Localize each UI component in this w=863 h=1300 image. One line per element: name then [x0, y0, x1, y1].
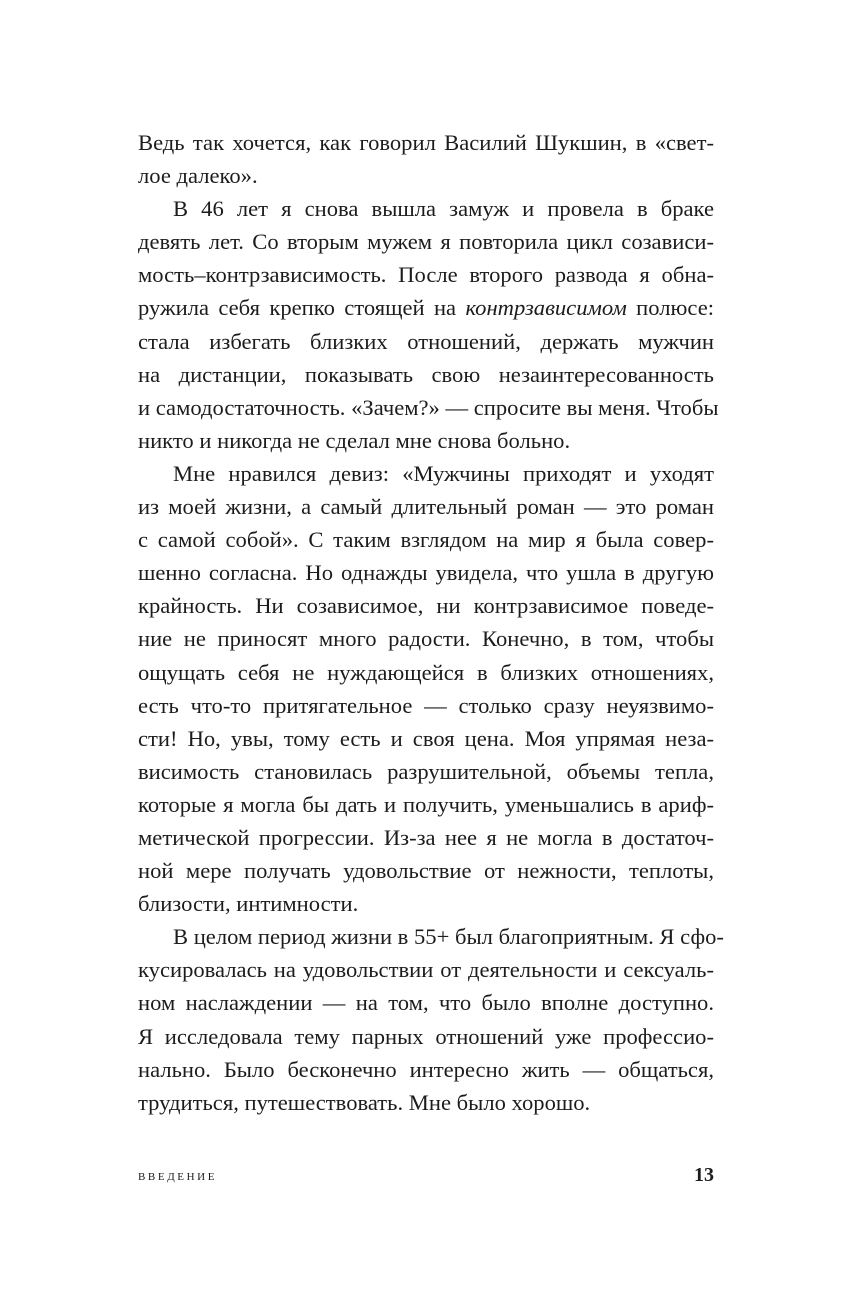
paragraph-1: [138, 126, 714, 192]
text-line: Я исследовала тему парных отношений уже профессио-: [138, 1023, 714, 1049]
page-number: 13: [694, 1164, 714, 1186]
text-line: девять лет. Со вторым мужем я повторила цикл созависи-: [138, 229, 714, 255]
body-text: [138, 126, 724, 1119]
text-line: лое далеко».: [138, 163, 258, 189]
text-fragment: ружила себя крепко стоящей на: [138, 295, 466, 321]
text-fragment: полюсе:: [626, 295, 714, 321]
text-line: сти! Но, увы, тому есть и своя цена. Моя упрямая неза-: [138, 725, 714, 751]
text-line: из моей жизни, а самый длительный роман — это роман: [138, 494, 714, 520]
text-line: нально. Было бесконечно интересно жить — общаться,: [138, 1056, 714, 1082]
page-footer: [138, 1164, 714, 1194]
text-line: кусировалась на удовольствии от деятельности и сексуаль-: [138, 957, 714, 983]
text-line: и самодостаточность. «Зачем?» — спросите вы меня. Чтобы: [138, 394, 719, 420]
text-line-with-italic: [138, 291, 714, 324]
text-line: с самой собой». С таким взглядом на мир я была совер-: [138, 527, 714, 553]
text-line: шенно согласна. Но однажды увидела, что ушла в другую: [138, 560, 714, 586]
text-line: ном наслаждении — на том, что было вполне доступно.: [138, 990, 714, 1016]
text-line: близости, интимности.: [138, 891, 359, 917]
text-line: которые я могла бы дать и получить, уменьшались в ариф-: [138, 791, 714, 817]
paragraph-2: [138, 192, 719, 457]
text-line: В целом период жизни в 55+ был благоприятным. Я сфо-: [173, 924, 724, 950]
text-line: ние не приносят много радости. Конечно, в том, чтобы: [138, 626, 714, 652]
running-footer-section-title: введение: [138, 1168, 218, 1184]
text-line: стала избегать близких отношений, держать мужчин: [138, 328, 714, 354]
text-line: есть что-то притягательное — столько сразу неуязвимо-: [138, 692, 714, 718]
text-line: мость–контрзависимость. После второго развода я обна-: [138, 262, 714, 288]
text-line: никто и никогда не сделал мне снова больно.: [138, 427, 571, 453]
italic-term: контрзависимом: [465, 295, 627, 321]
text-line: Ведь так хочется, как говорил Василий Шукшин, в «свет-: [138, 130, 714, 155]
text-line: Мне нравился девиз: «Мужчины приходят и уходят: [173, 460, 714, 486]
text-line: крайность. Ни созависимое, ни контрзависимое поведе-: [138, 593, 714, 619]
text-line: В 46 лет я снова вышла замуж и провела в браке: [173, 196, 714, 222]
text-line: ной мере получать удовольствие от нежности, теплоты,: [138, 858, 714, 884]
paragraph-4: [138, 920, 724, 1119]
text-line: на дистанции, показывать свою незаинтересованность: [138, 361, 714, 387]
paragraph-3: [138, 457, 714, 920]
text-line: ощущать себя не нуждающейся в близких отношениях,: [138, 659, 714, 685]
text-line: трудиться, путешествовать. Мне было хорошо.: [138, 1089, 591, 1115]
text-line: висимость становилась разрушительной, объемы тепла,: [138, 758, 714, 784]
text-line: метической прогрессии. Из-за нее я не могла в достаточ-: [138, 824, 714, 850]
